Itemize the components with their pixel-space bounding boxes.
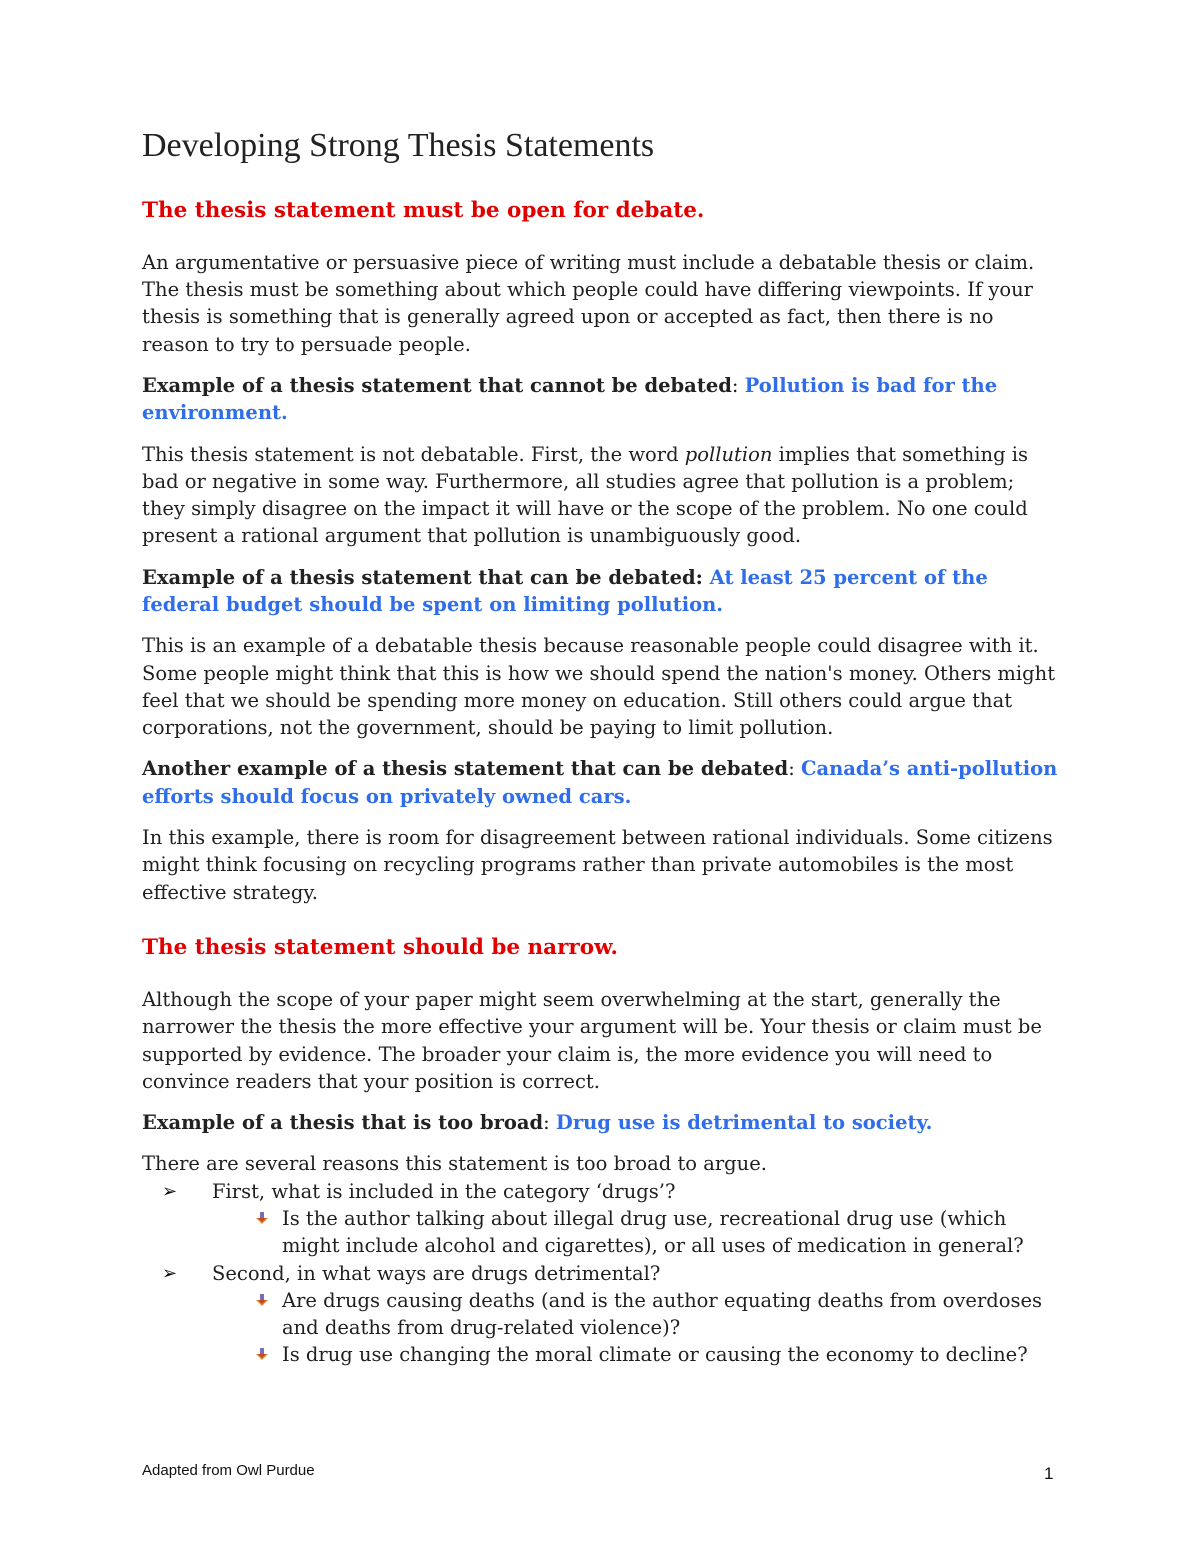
example-label: Example of a thesis statement that cannot be debated (142, 373, 732, 397)
list-item-text: Is the author talking about illegal drug use, recreational drug use (which might include alcohol and cigarettes), or all uses of medication in general? (282, 1206, 1024, 1258)
paragraph-debatable-explanation: This is an example of a debatable thesis because reasonable people could disagree with it. Some people might think that this is how we should spend the nation's money. Others might feel that we should be spending more money on education. Still others could argue that corporations, not the government, should be paying to limit pollution. (142, 634, 1056, 740)
down-arrow-bullet-icon (255, 1293, 269, 1307)
list-item-text: Are drugs causing deaths (and is the author equating deaths from overdoses and deaths from drug-related violence)? (282, 1288, 1043, 1340)
list-item-text: First, what is included in the category ‘drugs’? (212, 1179, 676, 1203)
paragraph-another-explanation: In this example, there is room for disagreement between rational individuals. Some citizens might think focusing on recycling programs rather than private automobiles is the most effective strategy. (142, 826, 1053, 904)
list-item (212, 1205, 1062, 1260)
example-text: Pollution is bad for the environment. (142, 373, 998, 425)
paragraph-text: implies that something is bad or negative in some way. Furthermore, all studies agree that pollution is a problem; they simply disagree on the impact it will have or the scope of the problem. No one could present a rational argument that pollution is unambiguously good. (142, 442, 1029, 548)
example-separator: : (731, 373, 745, 397)
example-label: Another example of a thesis statement that can be debated (142, 757, 789, 781)
example-debatable (142, 564, 1062, 619)
reasons-intro: There are several reasons this statement is too broad to argue. (142, 1152, 767, 1176)
list-item-text: Is drug use changing the moral climate or causing the economy to decline? (282, 1343, 1028, 1367)
list-item (142, 1260, 1062, 1369)
example-separator: : (788, 757, 801, 781)
example-label: Example of a thesis that is too broad (142, 1111, 544, 1135)
list-item (212, 1287, 1062, 1342)
list-item (212, 1341, 1062, 1368)
page-number: 1 (1044, 1464, 1054, 1483)
emphasized-word: pollution (684, 442, 773, 466)
example-another-debatable (142, 755, 1062, 810)
example-text: Drug use is detrimental to society. (555, 1111, 933, 1135)
footer-source: Adapted from Owl Purdue (142, 1462, 315, 1479)
paragraph-text: This thesis statement is not debatable. First, the word (142, 442, 685, 466)
list-item (142, 1178, 1062, 1260)
reasons-list (142, 1178, 1062, 1369)
paragraph-intro-debate: An argumentative or persuasive piece of writing must include a debatable thesis or claim. The thesis must be something about which people could have differing viewpoints. If your thesis is something that is generally agreed upon or accepted as fact, then there is no reason to try to persuade people. (142, 250, 1035, 356)
sub-list (212, 1205, 1062, 1260)
sub-list (212, 1287, 1062, 1369)
example-label: Example of a thesis statement that can be debated: (142, 565, 703, 589)
section-heading-debate: The thesis statement must be open for debate. (142, 197, 705, 223)
page-content (142, 126, 1062, 1369)
example-text: At least 25 percent of the federal budget should be spent on limiting pollution. (142, 565, 988, 616)
down-arrow-bullet-icon (255, 1347, 269, 1361)
example-text: Canada’s anti-pollution efforts should focus on privately owned cars. (142, 757, 1058, 808)
example-too-broad (142, 1109, 1062, 1136)
arrowhead-icon: ➢ (162, 1180, 178, 1202)
page-title: Developing Strong Thesis Statements (142, 127, 655, 164)
section-heading-narrow: The thesis statement should be narrow. (142, 934, 618, 960)
paragraph-intro-narrow: Although the scope of your paper might seem overwhelming at the start, generally the narrower the thesis the more effective your argument will be. Your thesis or claim must be supported by evidence. The broader your claim is, the more evidence you will need to convince readers that your position is correct. (142, 987, 1042, 1093)
example-not-debatable (142, 372, 1062, 427)
paragraph-not-debatable-explanation (142, 441, 1062, 550)
list-item-text: Second, in what ways are drugs detrimental? (212, 1261, 661, 1285)
arrowhead-icon: ➢ (162, 1262, 178, 1284)
example-separator: : (543, 1111, 556, 1135)
down-arrow-bullet-icon (255, 1211, 269, 1225)
